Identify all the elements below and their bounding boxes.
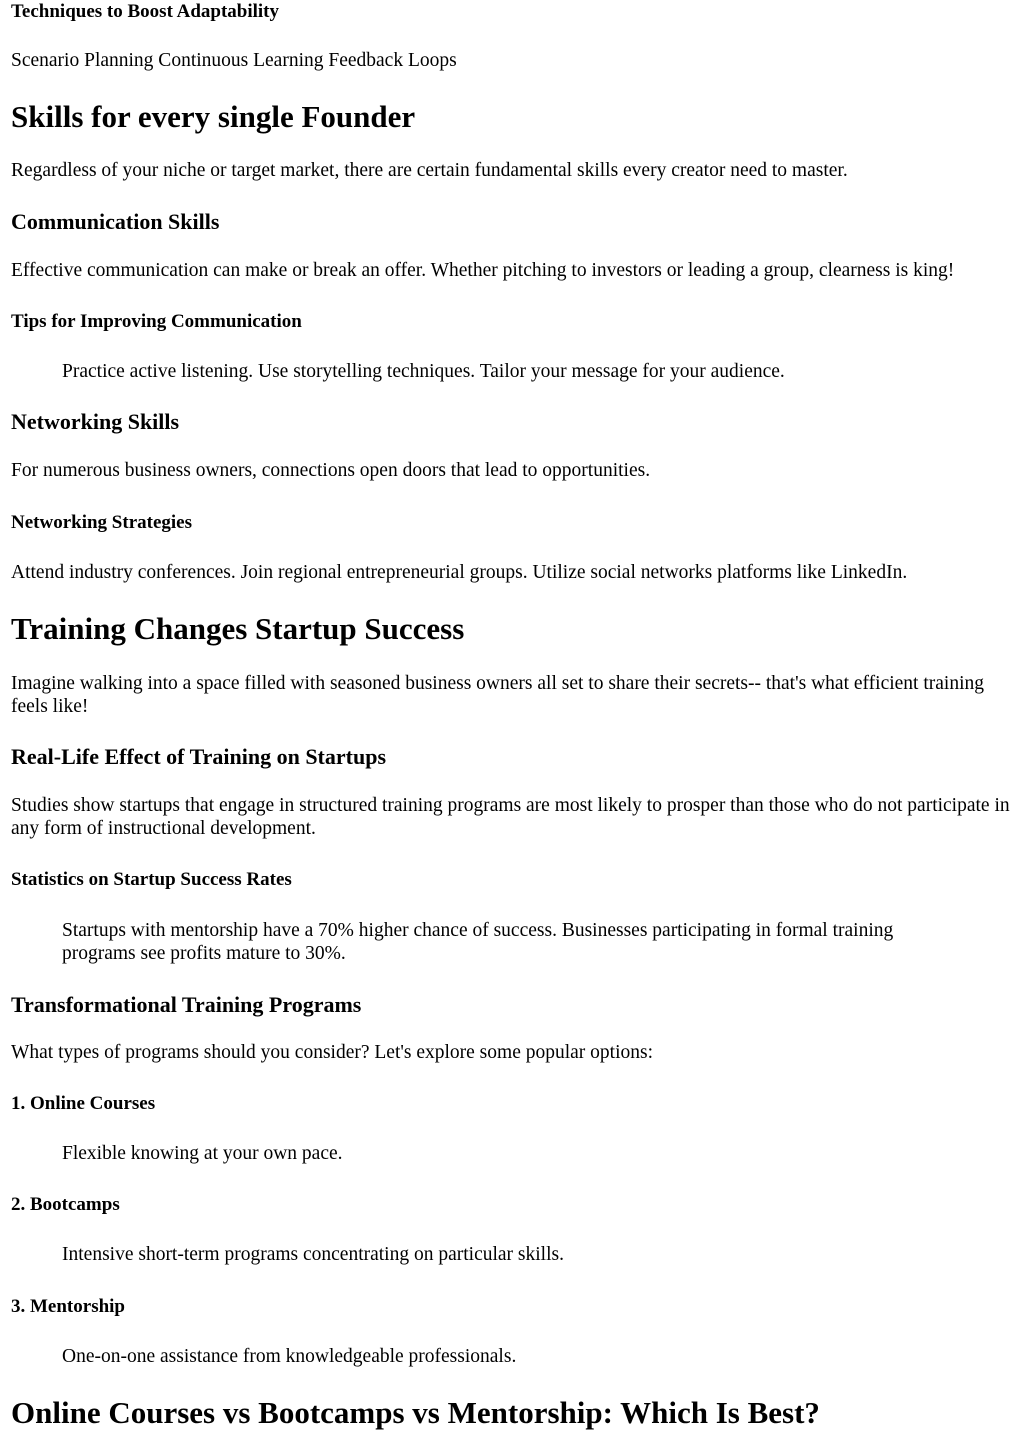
networking-heading: Networking Skills — [11, 409, 180, 434]
training-heading: Training Changes Startup Success — [11, 611, 465, 646]
programs-intro: What types of programs should you consider? Let's explore some popular options: — [11, 1042, 654, 1063]
program-text-online-courses: Flexible knowing at your own pace. — [62, 1143, 343, 1164]
skills-heading: Skills for every single Founder — [11, 99, 416, 134]
program-text-bootcamps: Intensive short-term programs concentrating on particular skills. — [62, 1244, 564, 1265]
program-heading-bootcamps: 2. Bootcamps — [11, 1194, 120, 1215]
effect-text: Studies show startups that engage in structured training programs are most likely to prosper than those who do not participate in any form of instructional development. — [11, 795, 1010, 839]
adaptability-items: Scenario Planning Continuous Learning Feedback Loops — [11, 50, 457, 71]
comparison-heading: Online Courses vs Bootcamps vs Mentorship: Which Is Best? — [11, 1395, 820, 1430]
statistics-heading: Statistics on Startup Success Rates — [11, 869, 292, 890]
effect-heading: Real-Life Effect of Training on Startups — [11, 744, 386, 769]
program-text-mentorship: One-on-one assistance from knowledgeable professionals. — [62, 1346, 517, 1367]
networking-strategies: Attend industry conferences. Join regional entrepreneurial groups. Utilize social networks platforms like LinkedIn. — [11, 562, 908, 583]
training-intro: Imagine walking into a space filled with seasoned business owners all set to share their secrets-- that's what efficient training feels like! — [11, 673, 984, 717]
communication-tips-heading: Tips for Improving Communication — [11, 311, 302, 332]
skills-intro: Regardless of your niche or target market, there are certain fundamental skills every creator need to master. — [11, 160, 848, 181]
communication-heading: Communication Skills — [11, 209, 220, 234]
networking-text: For numerous business owners, connections open doors that lead to opportunities. — [11, 460, 651, 481]
communication-text: Effective communication can make or break an offer. Whether pitching to investors or leading a group, clearness is king! — [11, 260, 955, 281]
program-heading-mentorship: 3. Mentorship — [11, 1296, 125, 1317]
communication-tips: Practice active listening. Use storytelling techniques. Tailor your message for your audience. — [62, 361, 785, 382]
statistics-text: Startups with mentorship have a 70% higher chance of success. Businesses participating in formal training programs see profits mature to 30%. — [62, 920, 894, 964]
networking-strategies-heading: Networking Strategies — [11, 512, 192, 533]
adaptability-heading: Techniques to Boost Adaptability — [11, 1, 280, 22]
program-heading-online-courses: 1. Online Courses — [11, 1093, 156, 1114]
programs-heading: Transformational Training Programs — [11, 992, 362, 1017]
